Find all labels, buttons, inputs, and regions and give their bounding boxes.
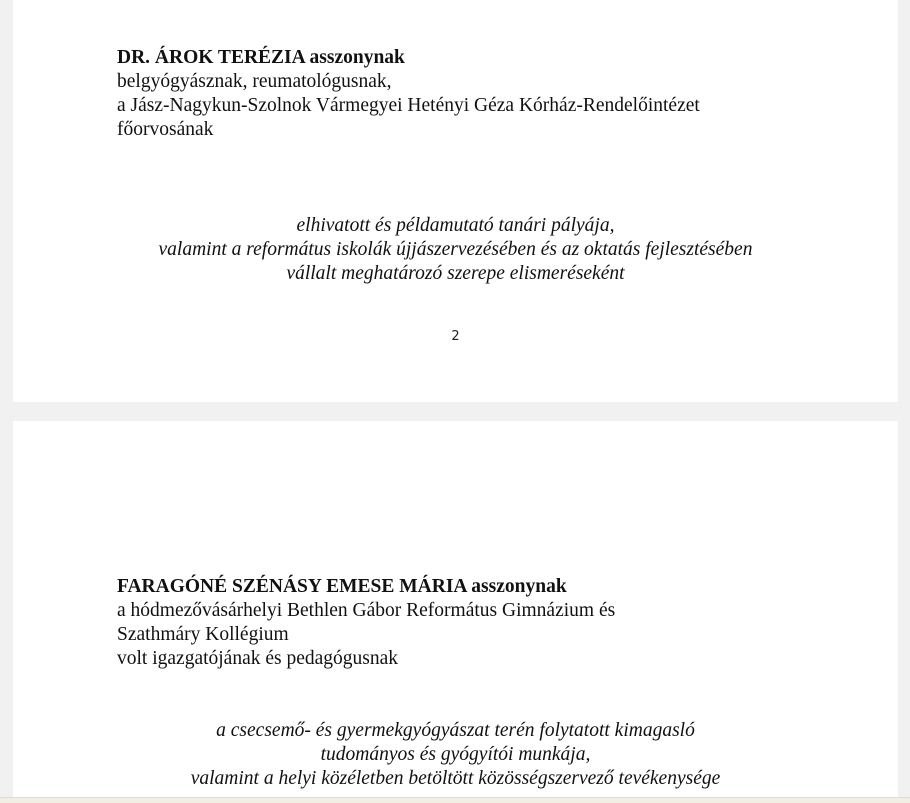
- honoree-name: DR. ÁROK TERÉZIA: [117, 47, 305, 68]
- honoree-title-line: a Jász-Nagykun-Szolnok Vármegyei Hetényi Géza Kórház-Rendelőintézet: [117, 95, 700, 116]
- addressee-block: [117, 575, 615, 671]
- honoree-suffix: asszonynak: [304, 47, 405, 68]
- honoree-title-line: főorvosának: [117, 119, 214, 140]
- honoree-name: FARAGÓNÉ SZÉNÁSY EMESE MÁRIA: [117, 576, 467, 597]
- bottom-status-strip: [0, 797, 910, 803]
- citation-line: valamint a református iskolák újjászervezésében és az oktatás fejlesztésében: [158, 239, 753, 260]
- addressee-heading: [117, 46, 700, 70]
- citation-line: a csecsemő- és gyermekgyógyászat terén folytatott kimagasló: [216, 720, 695, 741]
- addressee-heading: [117, 575, 615, 599]
- document-page-2: [13, 0, 898, 402]
- document-page-3: [13, 421, 898, 803]
- citation-block: [13, 719, 898, 791]
- citation-line: vállalt meghatározó szerepe elismeréseként: [286, 263, 625, 284]
- honoree-suffix: asszonynak: [466, 576, 567, 597]
- addressee-block: [117, 46, 700, 142]
- page-number: 2: [451, 329, 460, 344]
- citation-line: valamint a helyi közéletben betöltött közösségszervező tevékenysége: [190, 768, 721, 789]
- honoree-title-line: volt igazgatójának és pedagógusnak: [117, 648, 399, 669]
- citation-line: elhivatott és példamutató tanári pályája,: [296, 215, 615, 236]
- citation-line: tudományos és gyógyítói munkája,: [320, 744, 591, 765]
- citation-block: [13, 214, 898, 286]
- honoree-title-line: belgyógyásznak, reumatológusnak,: [117, 71, 392, 92]
- honoree-title-line: Szathmáry Kollégium: [117, 624, 289, 645]
- honoree-title-line: a hódmezővásárhelyi Bethlen Gábor Református Gimnázium és: [117, 600, 616, 621]
